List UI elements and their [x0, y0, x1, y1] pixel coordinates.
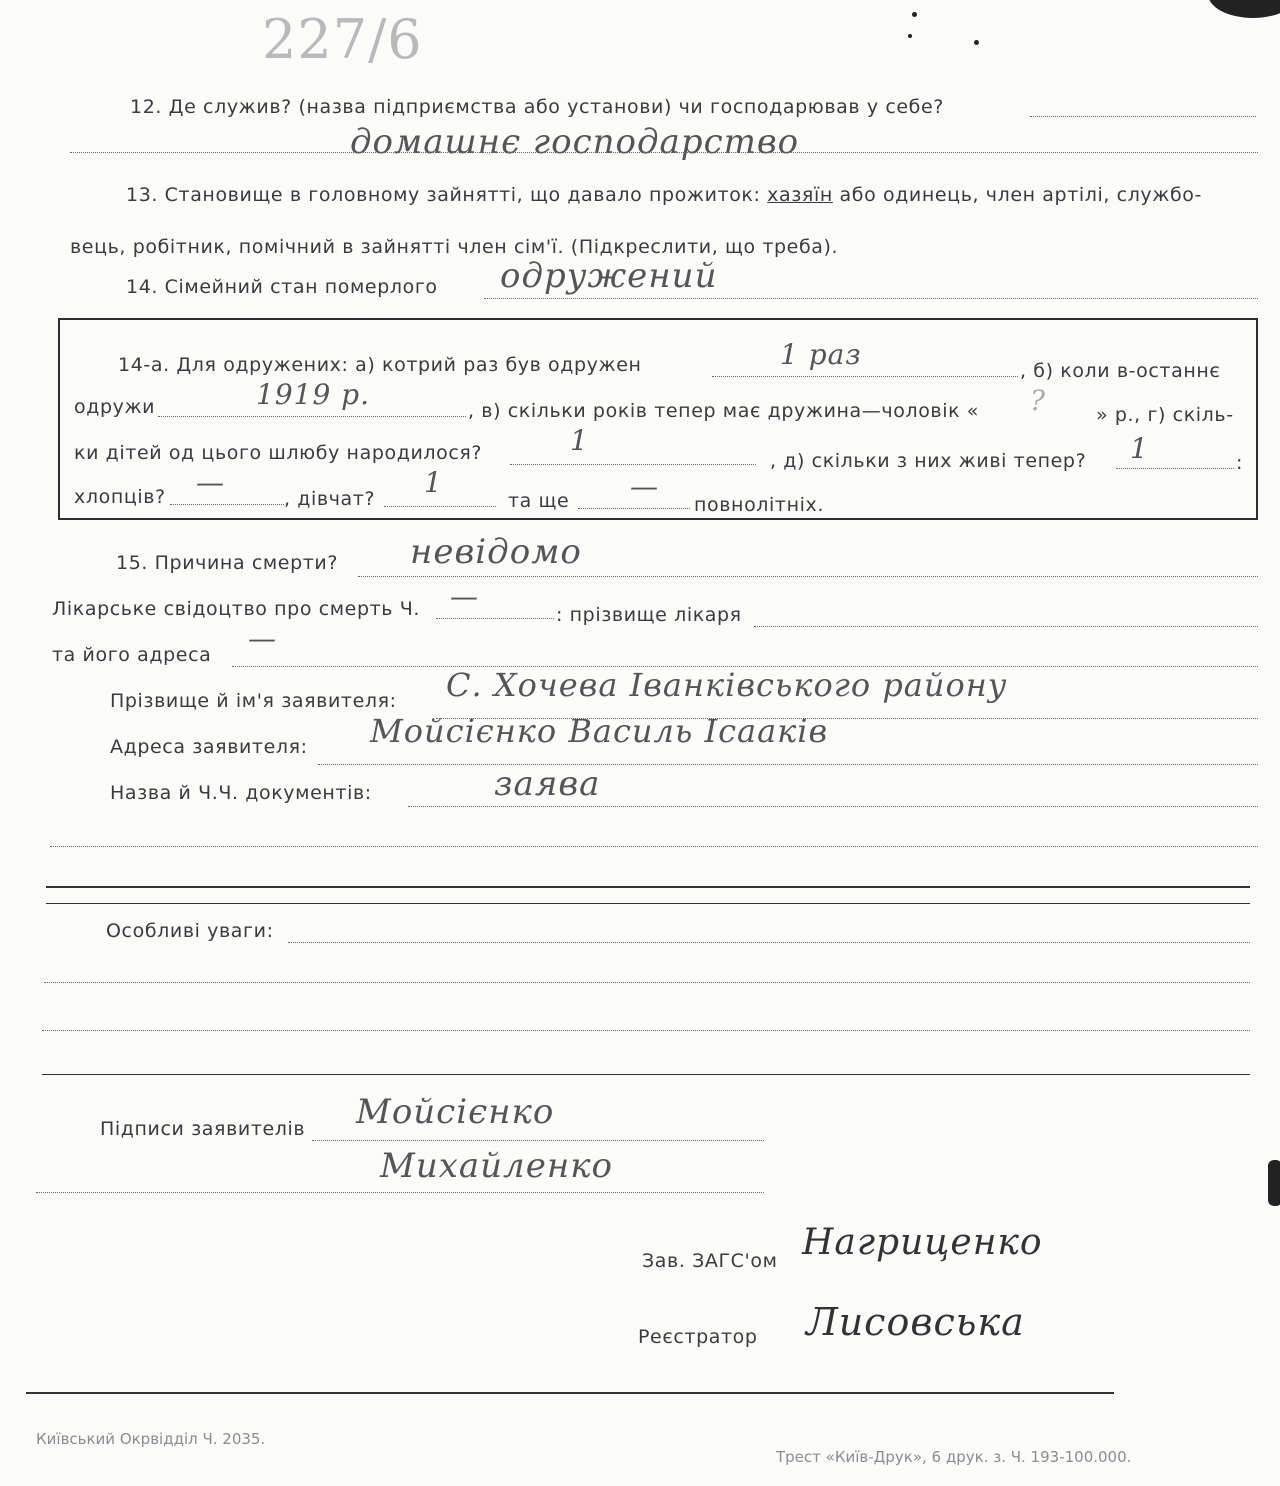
q13-text-a: 13. Становище в головному зайнятті, що давало прожиток: [126, 184, 768, 206]
archive-number-note: 227/6 [262, 8, 423, 71]
q14a-line3-dots2 [1116, 468, 1234, 469]
zags-head-signature: Нагриценко [802, 1222, 1043, 1263]
doctor-surname-line [754, 626, 1258, 627]
q14a-girls-answer: 1 [424, 466, 443, 499]
q14a-line3-dots [510, 464, 756, 465]
q14a-boys-answer: — [196, 466, 225, 499]
applicant-signature-2: Михайленко [380, 1146, 613, 1186]
medical-cert-label: Лікарське свідоцтво про смерть Ч. [52, 598, 420, 620]
q14a-boys-dots [170, 504, 284, 505]
doctor-surname-label: : прізвище лікаря [556, 604, 742, 626]
print-imprint-right: Трест «Київ-Друк», 6 друк. з. Ч. 193-100.000. [776, 1448, 1132, 1466]
special-notes-line-3 [42, 1030, 1250, 1031]
q14-answer: одружений [500, 256, 718, 296]
q14a-line2-mid: , в) скільки років тепер має дружина—чоловік « [468, 400, 980, 422]
q14a-girls-label: , дівчат? [284, 488, 376, 510]
q14a-line1-dots [712, 376, 1018, 377]
doctor-address-label: та його адреса [52, 644, 212, 666]
print-imprint-left: Київський Окрвідділ Ч. 2035. [36, 1430, 266, 1448]
medical-cert-number-dots [436, 618, 554, 619]
applicant-name-label: Прізвище й ім'я заявителя: [110, 690, 397, 712]
q12-line [1030, 116, 1256, 117]
ink-blot [1268, 1160, 1280, 1206]
documents-line-2 [50, 846, 1258, 847]
q13-label-line2: вець, робітник, помічний в зайнятті член сім'ї. (Підкреслити, що треба). [70, 236, 839, 258]
registrar-label: Реєстратор [638, 1326, 758, 1348]
q14a-line1-label: 14-а. Для одружених: а) котрий раз був одружен [118, 354, 642, 376]
applicant-name-value: С. Хочева Іванківського району [446, 666, 1008, 704]
q15-line [358, 576, 1258, 577]
documents-value: заява [494, 764, 601, 804]
q14a-line3-mid: , д) скільки з них живі тепер? [770, 450, 1087, 472]
q14a-line3-label: ки дітей од цього шлюбу народилося? [74, 442, 483, 464]
q14-label: 14. Сімейний стан померлого [126, 276, 438, 298]
q14a-girls-dots [384, 506, 496, 507]
q12-answer: домашнє господарство [350, 122, 800, 162]
registrar-signature: Лисовська [806, 1300, 1025, 1344]
applicant-address-value: Мойсієнко Василь Ісааків [370, 712, 829, 750]
q15-answer: невідомо [410, 532, 582, 572]
signature-line-2 [36, 1192, 764, 1193]
section-rule-3 [42, 1074, 1250, 1075]
q14a-line2-answer2: ? [1030, 384, 1047, 417]
q15-label: 15. Причина смерти? [116, 552, 339, 574]
q14a-line2-dots [158, 416, 466, 417]
q14a-boys-label: хлопців? [74, 486, 166, 508]
bottom-rule [26, 1392, 1114, 1394]
applicant-signature-1: Мойсієнко [356, 1092, 555, 1132]
doctor-address-value: — [248, 622, 277, 655]
q13-underlined-option: хазяїн [767, 184, 833, 206]
q14-line [484, 298, 1258, 299]
documents-label: Назва й Ч.Ч. документів: [110, 782, 372, 804]
q14a-line3-answer: 1 [570, 424, 589, 457]
documents-line [408, 806, 1258, 807]
ink-speck [974, 40, 979, 45]
special-notes-line-2 [44, 982, 1250, 983]
section-rule-2 [46, 903, 1250, 904]
applicant-address-label: Адреса заявителя: [110, 736, 308, 758]
ink-speck [912, 12, 917, 17]
q14a-more-answer: — [630, 470, 659, 503]
special-notes-label: Особливі уваги: [106, 920, 274, 942]
q12-label: 12. Де служив? (назва підприємства або установи) чи господарював у себе? [130, 96, 944, 118]
q14a-line1-answer: 1 раз [780, 338, 862, 371]
q14a-line2-tail: » р., г) скіль- [1096, 404, 1234, 426]
applicant-signatures-label: Підписи заявителів [100, 1118, 306, 1140]
q14a-more-label: та ще [508, 490, 570, 512]
medical-cert-number: — [450, 580, 479, 613]
ink-speck [908, 34, 912, 38]
special-notes-line-1 [288, 942, 1250, 943]
q14a-line2-label: одружи [74, 396, 156, 418]
signature-line-1 [312, 1140, 764, 1141]
q14a-adults-label: повнолітніх. [694, 494, 824, 516]
section-rule-1 [46, 886, 1250, 888]
q14a-line2-answer: 1919 р. [256, 378, 370, 411]
q13-text-b: або одинець, член артілі, службо- [832, 184, 1202, 206]
q12-answer-line [70, 152, 1258, 153]
q13-label-line1 [126, 184, 1202, 206]
applicant-address-line [318, 764, 1258, 765]
q14a-line3-answer2: 1 [1130, 432, 1149, 465]
q14a-more-dots [578, 508, 690, 509]
q14a-line3-tail: : [1236, 452, 1244, 474]
q14a-line1-tail: , б) коли в-останнє [1020, 360, 1221, 382]
ink-blot [1208, 0, 1280, 18]
zags-head-label: Зав. ЗАГС'ом [642, 1250, 778, 1272]
